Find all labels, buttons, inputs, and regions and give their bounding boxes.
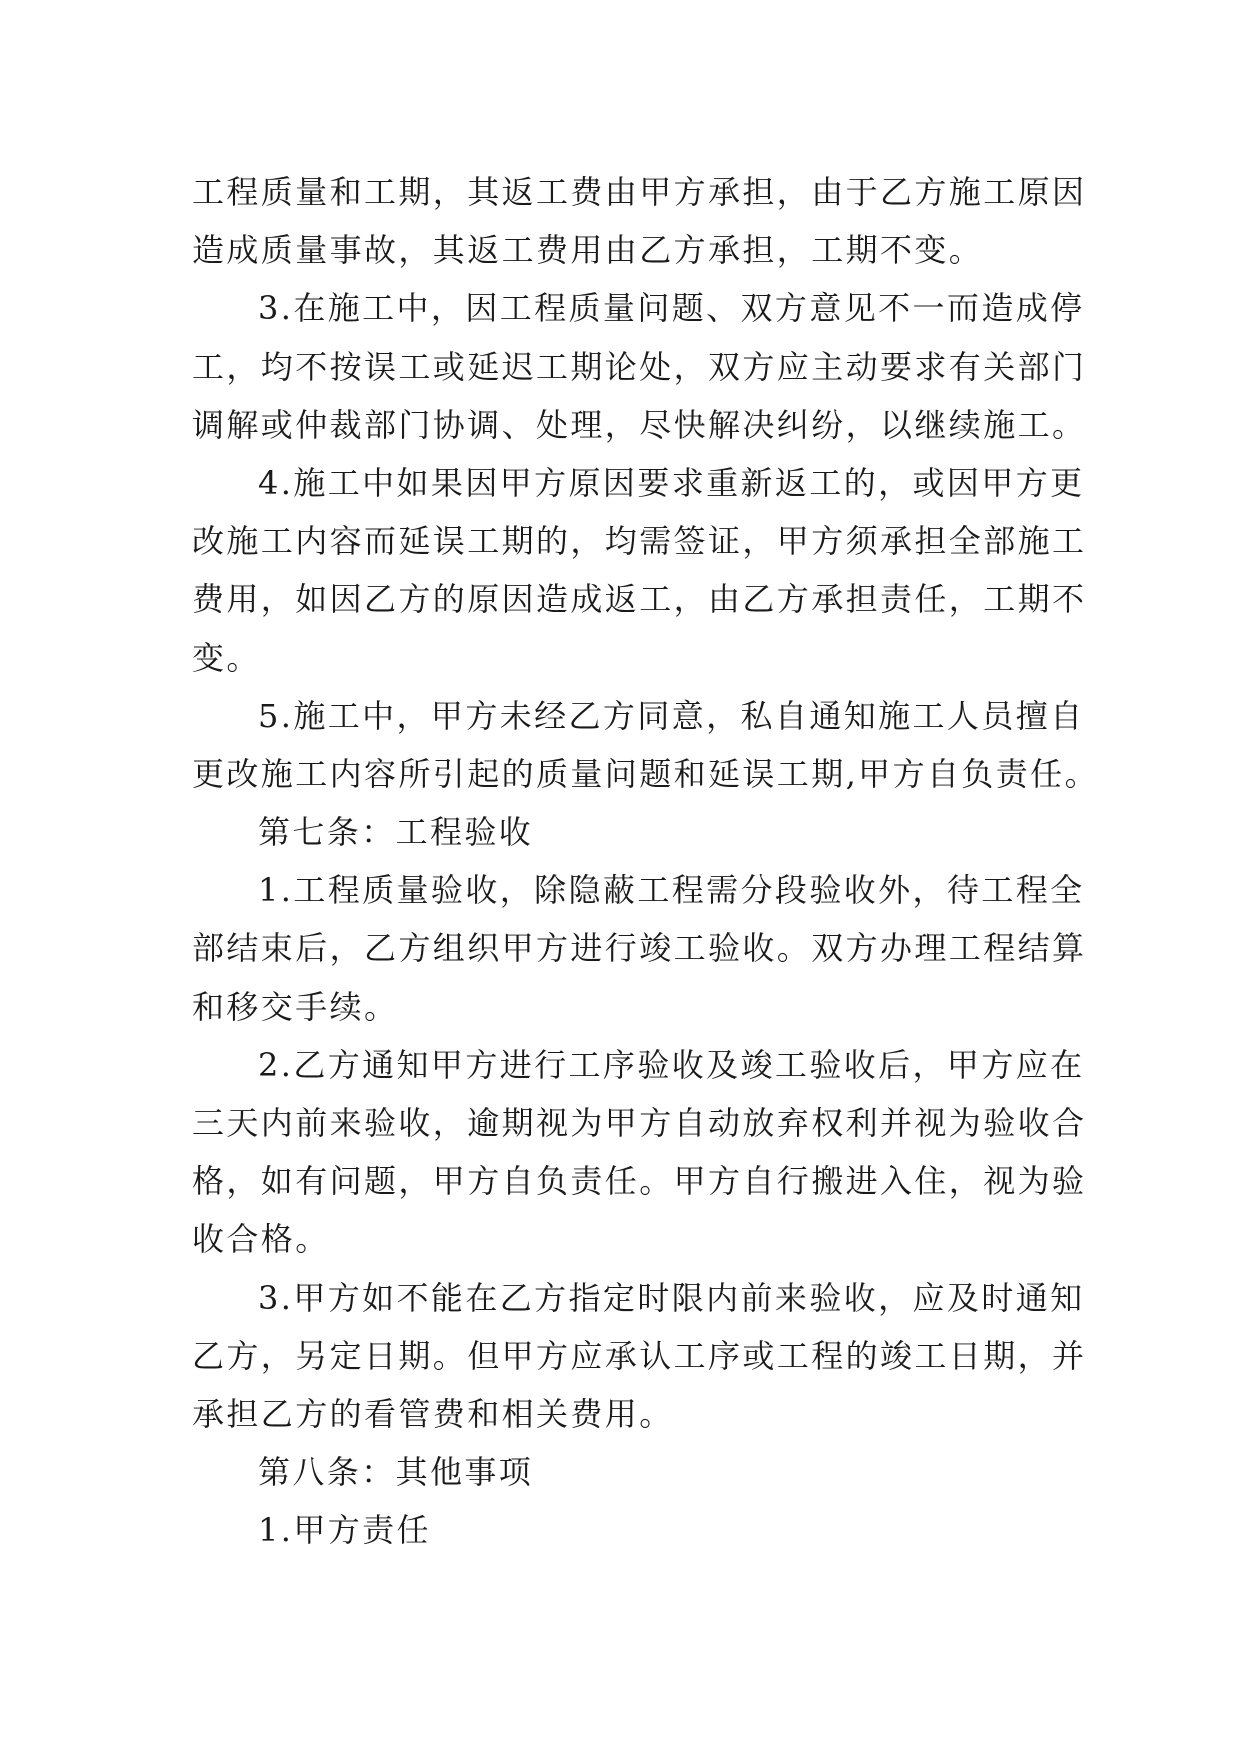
text-line: 部结束后，乙方组织甲方进行竣工验收。双方办理工程结算 [192,929,1087,968]
paragraph-clause-6-5 [192,687,1099,803]
paragraph-clause-8-1 [192,1501,1072,1559]
paragraph-continuation [192,163,1087,279]
text-line: 承担乙方的看管费和相关费用。 [192,1394,674,1433]
text-line: 调解或仲裁部门协调、处理，尽快解决纠纷，以继续施工。 [192,405,1087,444]
text-line: 改施工内容而延误工期的，均需签证，甲方须承担全部施工 [192,522,1087,561]
article-7-heading [192,803,1072,861]
text-line: 5.施工中，甲方未经乙方同意，私自通知施工人员擅自 [258,696,1085,735]
text-line: 更改施工内容所引起的质量问题和延误工期,甲方自负责任。 [192,754,1099,793]
paragraph-clause-7-1 [192,861,1087,1036]
text-line: 和移交手续。 [192,987,399,1026]
text-line: 变。 [192,638,261,677]
text-line: 工，均不按误工或延迟工期论处，双方应主动要求有关部门 [192,347,1087,386]
text-line: 1.工程质量验收，除隐蔽工程需分段验收外，待工程全 [258,871,1085,910]
text-line: 3.在施工中，因工程质量问题、双方意见不一而造成停 [258,289,1085,328]
document-body [192,163,1099,1560]
text-line: 工程质量和工期，其返工费由甲方承担，由于乙方施工原因 [192,173,1087,211]
paragraph-clause-7-3 [192,1269,1087,1444]
paragraph-clause-6-4 [192,454,1087,687]
text-line: 造成质量事故，其返工费用由乙方承担，工期不变。 [192,231,984,270]
section-heading: 第七条：工程验收 [258,813,534,852]
paragraph-clause-6-3 [192,279,1087,454]
article-8-heading [192,1443,1072,1501]
text-line: 三天内前来验收，逾期视为甲方自动放弃权利并视为验收合 [192,1104,1087,1142]
text-line: 3.甲方如不能在乙方指定时限内前来验收，应及时通知 [258,1278,1085,1317]
text-line: 4.施工中如果因甲方原因要求重新返工的，或因甲方更 [258,463,1085,502]
text-line: 收合格。 [192,1220,330,1259]
text-line: 1.甲方责任 [258,1511,431,1550]
text-line: 格，如有问题，甲方自负责任。甲方自行搬进入住，视为验 [192,1162,1087,1201]
text-line: 乙方，另定日期。但甲方应承认工序或工程的竣工日期，并 [192,1336,1087,1375]
text-line: 费用，如因乙方的原因造成返工，由乙方承担责任，工期不 [192,580,1087,619]
paragraph-clause-7-2 [192,1036,1087,1269]
section-heading: 第八条：其他事项 [258,1453,534,1492]
text-line: 2.乙方通知甲方进行工序验收及竣工验收后，甲方应在 [258,1045,1085,1084]
